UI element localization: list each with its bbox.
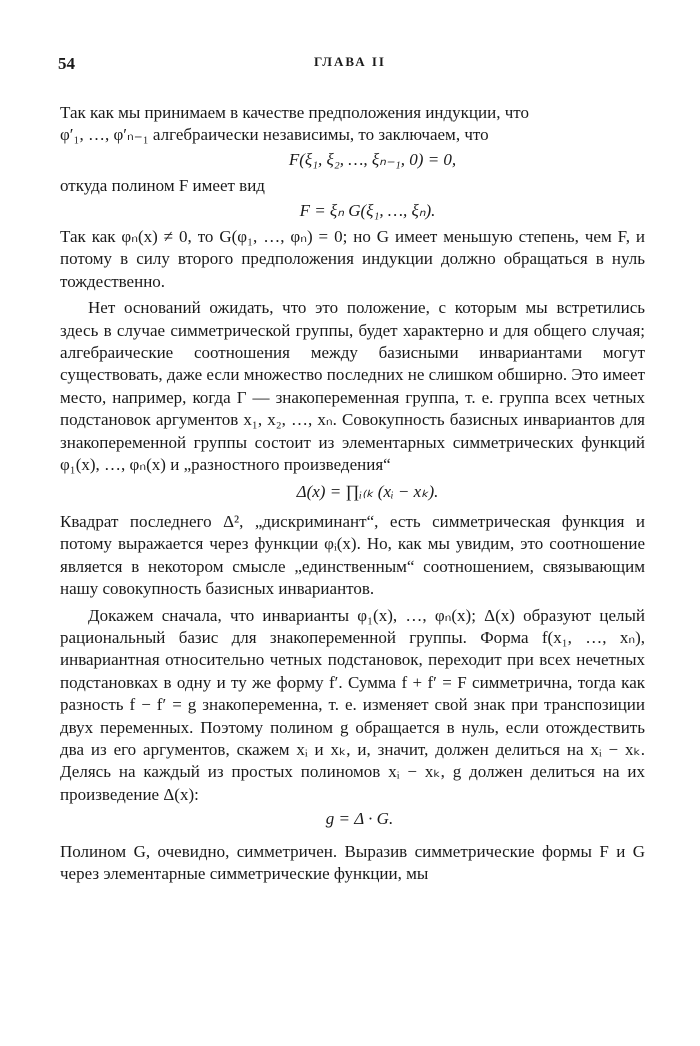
formula-4: g = Δ · G.: [325, 809, 394, 829]
formula-3: Δ(x) = ∏ᵢ₍ₖ (xᵢ − xₖ).: [296, 481, 439, 501]
page-number: 54: [58, 54, 75, 73]
paragraph-6: Докажем сначала, что инварианты φ₁(x), …, φₙ(x); Δ(x) образуют целый рациональный базис для знакопеременной группы. Форма f(x₁, …, xₙ), инвариантная относительно четных подстановок, переходит при всех нечетных подстановках в одну и ту же форму f′. Сумма f + f′ = F симметрична, тогда как разность f − f′ = g знакопеременна, т. е. изменяет свой знак при транспозиции двух переменных. Поэтому полином g обращается в нуль, если отождествить два из его аргументов, скажем xᵢ и xₖ, и, значит, должен делиться на xᵢ − xₖ. Делясь на каждый из простых полиномов xᵢ − xₖ, g должен делиться на их произведение Δ(x):: [60, 605, 645, 804]
paragraph-2: откуда полином F имеет вид: [60, 176, 265, 196]
body-text: [60, 102, 645, 885]
formula-1: F(ξ₁, ξ₂, …, ξₙ₋₁, 0) = 0,: [288, 149, 457, 169]
running-head: ГЛАВА II: [314, 54, 386, 69]
formula-2: F = ξₙ G(ξ₁, …, ξₙ).: [299, 200, 436, 220]
paragraph-1-line-2: φ′₁, …, φ′ₙ₋₁ алгебраически независимы, то заключаем, что: [60, 125, 489, 145]
paragraph-3: Так как φₙ(x) ≠ 0, то G(φ₁, …, φₙ) = 0; но G имеет меньшую степень, чем F, и потому в силу второго предположения индукции должно обращаться в нуль тождественно.: [60, 227, 645, 291]
paragraph-5: Квадрат последнего Δ², „дискриминант“, есть симметрическая функция и потому выражается через функции φᵢ(x). Но, как мы увидим, это соотношение является в некотором смысле „единственным“ соотношением, связывающим нашу совокупность базисных инвариантов.: [60, 511, 645, 599]
paragraph-4: Нет оснований ожидать, что это положение, с которым мы встретились здесь в случае симметрической группы, будет характерно и для общего случая; алгебраические соотношения между базисными инвариантами могут существовать, даже если множество последних не слишком обширно. Это имеет место, например, когда Γ — знакопеременная группа, т. е. группа всех четных подстановок аргументов x₁, x₂, …, xₙ. Совокупность базисных инвариантов для знакопеременной группы состоит из элементарных симметрических функций φ₁(x), …, φₙ(x) и „разностного произведения“: [60, 298, 645, 475]
paragraph-1-line-1: Так как мы принимаем в качестве предположения индукции, что: [60, 103, 529, 122]
paragraph-7: Полином G, очевидно, симметричен. Выразив симметрические формы F и G через элементарные симметрические функции, мы: [60, 841, 645, 883]
